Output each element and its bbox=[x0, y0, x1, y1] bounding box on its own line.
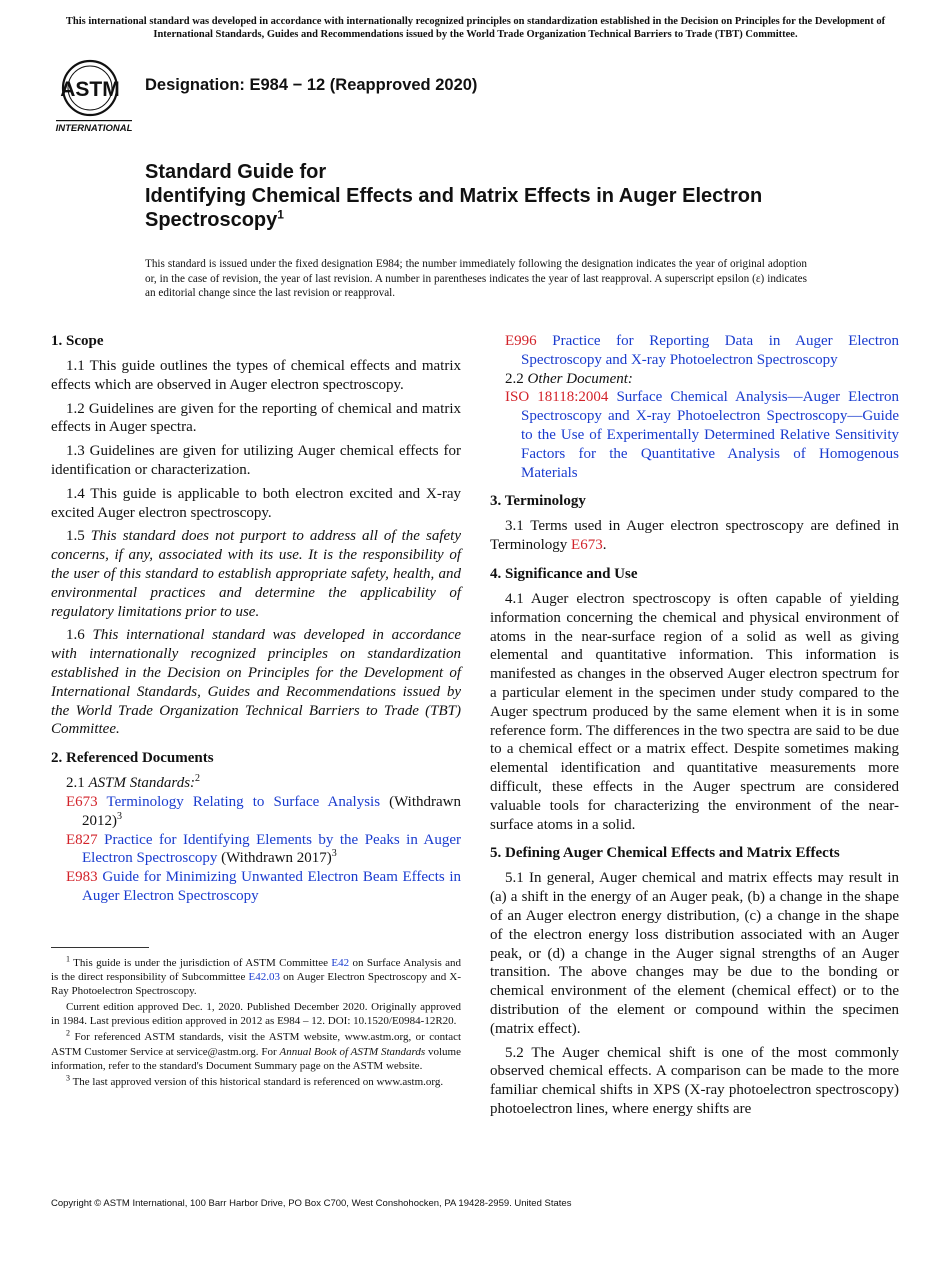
title-line-1: Standard Guide for bbox=[145, 161, 327, 183]
footnote-1-edition: Current edition approved Dec. 1, 2020. Published December 2020. Originally approved in 1984. Last previous edition approved in 2012 as E984 – 12. DOI: 10.1520/E0984-12R20. bbox=[51, 1001, 461, 1028]
footnote-divider bbox=[51, 947, 149, 948]
logo-letters: ASTM bbox=[60, 78, 120, 101]
committee-link[interactable]: E42 bbox=[331, 957, 350, 969]
footnote-text: on Auger Electron Spectroscopy and X-Ray Photoelectron Spectroscopy. bbox=[51, 971, 461, 998]
left-column bbox=[51, 332, 461, 906]
ref-note: (Withdrawn 2017) bbox=[217, 850, 332, 867]
ref-e983 bbox=[51, 868, 461, 906]
ref-iso-18118 bbox=[490, 388, 899, 482]
title-line-2 bbox=[145, 184, 865, 232]
sub-title: Other Document: bbox=[527, 370, 633, 387]
ref-link[interactable]: Practice for Identifying Elements by the Peaks in Auger Electron Spectroscopy bbox=[82, 831, 461, 867]
para-1-5 bbox=[51, 527, 461, 621]
footnote-text: For referenced ASTM standards, visit the ASTM website, www.astm.org, or contact ASTM Customer Service at service@astm.org. For bbox=[51, 1031, 462, 1058]
footnotes bbox=[51, 956, 461, 1091]
sub-title: ASTM Standards: bbox=[88, 775, 196, 792]
para-4-1: 4.1 Auger electron spectroscopy is often capable of yielding information concerning the chemical and physical environment of atoms in the near-surface region of a solid as well as giving elemental and quantitative information. This information is manifested as changes in the observed Auger electron spectrum for a particular element in the specimen under study compared to the Auger spectrum produced by the same element when it is in some reference form. The differences in the two spectra are said to be due to a chemical effect or a matrix effect. Despite sometimes making elemental identification and quantitative measurements more difficult, these effects in the Auger spectrum are considered valuable tools for characterizing the environment of the near-surface atoms in a solid. bbox=[490, 590, 899, 833]
para-1-6 bbox=[51, 626, 461, 739]
sub-number: 2.2 bbox=[505, 370, 524, 387]
footnote-3 bbox=[51, 1075, 461, 1089]
section-heading-terminology: 3. Terminology bbox=[490, 493, 586, 510]
subcommittee-link[interactable]: E42.03 bbox=[248, 971, 280, 984]
footnote-mark: 3 bbox=[66, 1073, 70, 1083]
terminology-link[interactable]: E673 bbox=[571, 537, 603, 554]
para-1-1: 1.1 This guide outlines the types of chemical effects and matrix effects which are observed in Auger electron spectroscopy. bbox=[51, 358, 461, 393]
para-text: 3.1 Terms used in Auger electron spectroscopy are defined in Terminology bbox=[490, 518, 899, 554]
ref-code[interactable]: E673 bbox=[66, 793, 98, 810]
para-text: . bbox=[602, 537, 607, 554]
tbt-banner: This international standard was developed in accordance with internationally recognized principles on standardization established in the Decision on Principles for the Development of International Standards, Guides and Recommendations issued by the World Trade Organization Technical Barriers to Trade (TBT) Committee. bbox=[65, 16, 886, 40]
ref-link[interactable]: Surface Chemical Analysis—Auger Electron Spectroscopy and X-ray Photoelectron Spectroscopy—Guide to the Use of Experimentally Determined Relative Sensitivity Factors for the Quantitative Analysis of Homogenous Materials bbox=[521, 389, 899, 481]
ref-note: (Withdrawn 2012) bbox=[82, 793, 461, 829]
document-title bbox=[145, 160, 865, 232]
sub-number: 2.1 bbox=[66, 775, 85, 792]
para-3-1 bbox=[490, 517, 899, 555]
logo-international: INTERNATIONAL bbox=[55, 123, 133, 134]
copyright-line: Copyright © ASTM International, 100 Barr Harbor Drive, PO Box C700, West Conshohocken, PA 19428-2959. United States bbox=[51, 1198, 572, 1209]
ref-link[interactable]: Terminology Relating to Surface Analysis bbox=[106, 793, 381, 810]
section-heading-scope: 1. Scope bbox=[51, 333, 104, 349]
para-text: This standard does not purport to address all of the safety concerns, if any, associated with its use. It is the responsibility of the user of this standard to establish appropriate safety, health, and environmental practices and determine the applicability of regulatory limitations prior to use. bbox=[51, 528, 461, 620]
title-footnote-mark: 1 bbox=[277, 207, 284, 222]
footnote-text: The last approved version of this historical standard is referenced on www.astm.org. bbox=[72, 1075, 444, 1088]
para-text: This international standard was developed in accordance with internationally recognized principles on standardization established in the Decision on Principles for the Development of International Standards, Guides and Recommendations issued by the World Trade Organization Technical Barriers to Trade (TBT) Committee. bbox=[51, 627, 462, 738]
footnote-2 bbox=[51, 1030, 461, 1072]
footnote-italic: Annual Book of ASTM Standards bbox=[279, 1045, 426, 1058]
footnote-mark: 3 bbox=[331, 848, 337, 860]
issue-note: This standard is issued under the fixed designation E984; the number immediately following the designation indicates the year of original adoption or, in the case of revision, the year of last revision. A number in parentheses indicates the year of last reapproval. A superscript epsilon (ε) indicates an editorial change since the last revision or reapproval. bbox=[145, 258, 807, 299]
ref-link[interactable]: Practice for Reporting Data in Auger Electron Spectroscopy and X-ray Photoelectron Spectroscopy bbox=[521, 333, 899, 368]
section-heading-significance: 4. Significance and Use bbox=[490, 565, 638, 582]
footnote-text: This guide is under the jurisdiction of ASTM Committee bbox=[73, 957, 332, 969]
ref-e996 bbox=[490, 332, 899, 370]
footnote-mark: 2 bbox=[195, 773, 201, 785]
right-column bbox=[490, 332, 899, 1124]
subsection-astm-standards bbox=[51, 774, 461, 793]
ref-code[interactable]: E827 bbox=[66, 831, 98, 848]
footnote-1 bbox=[51, 956, 461, 998]
ref-e673 bbox=[51, 793, 461, 831]
para-number: 1.5 bbox=[66, 528, 85, 545]
para-number: 1.6 bbox=[66, 627, 85, 644]
para-1-4: 1.4 This guide is applicable to both electron excited and X-ray excited Auger electron spectroscopy. bbox=[51, 485, 461, 521]
ref-e827 bbox=[51, 831, 461, 869]
ref-link[interactable]: Guide for Minimizing Unwanted Electron Beam Effects in Auger Electron Spectroscopy bbox=[82, 869, 462, 904]
footnote-mark: 2 bbox=[66, 1028, 70, 1038]
subsection-other-document bbox=[490, 370, 899, 389]
footnote-text: volume information, refer to the standard's Document Summary page on the ASTM website. bbox=[51, 1045, 461, 1072]
footnote-text: on Surface Analysis and is the direct responsibility of Subcommittee bbox=[51, 957, 461, 984]
ref-code[interactable]: ISO 18118:2004 bbox=[505, 389, 609, 406]
section-heading-referenced: 2. Referenced Documents bbox=[51, 750, 214, 767]
footnote-mark: 1 bbox=[66, 954, 70, 964]
para-5-2: 5.2 The Auger chemical shift is one of the most commonly observed chemical effects. A comparison can be made to the more familiar chemical shifts in XPS (X-ray photoelectron spectroscopy) photoelectron lines, where energy shifts are bbox=[490, 1044, 899, 1117]
astm-logo bbox=[52, 58, 136, 136]
ref-code[interactable]: E996 bbox=[505, 333, 537, 349]
para-5-1: 5.1 In general, Auger chemical and matrix effects may result in (a) a shift in the energy of an Auger peak, (b) a change in the shape of an Auger electron energy distribution, (c) a change in the shape of the electron energy loss distribution associated with an Auger peak, or (d) a change in the Auger signal strengths of an Auger transition. The above changes may be due to the bonding or chemical environment of the element (chemical effect) or to the distribution of the element or compound within the specimen (matrix effect). bbox=[490, 870, 899, 1037]
section-heading-defining: 5. Defining Auger Chemical Effects and Matrix Effects bbox=[490, 845, 840, 862]
ref-code[interactable]: E983 bbox=[66, 869, 98, 886]
designation: Designation: E984 − 12 (Reapproved 2020) bbox=[145, 76, 478, 94]
footnote-mark: 3 bbox=[117, 810, 122, 822]
title-main: Identifying Chemical Effects and Matrix Effects in Auger Electron Spectroscopy bbox=[145, 185, 763, 231]
para-1-3: 1.3 Guidelines are given for utilizing Auger chemical effects for identification or characterization. bbox=[51, 443, 461, 478]
para-1-2: 1.2 Guidelines are given for the reporting of chemical and matrix effects in Auger spectra. bbox=[51, 400, 461, 436]
